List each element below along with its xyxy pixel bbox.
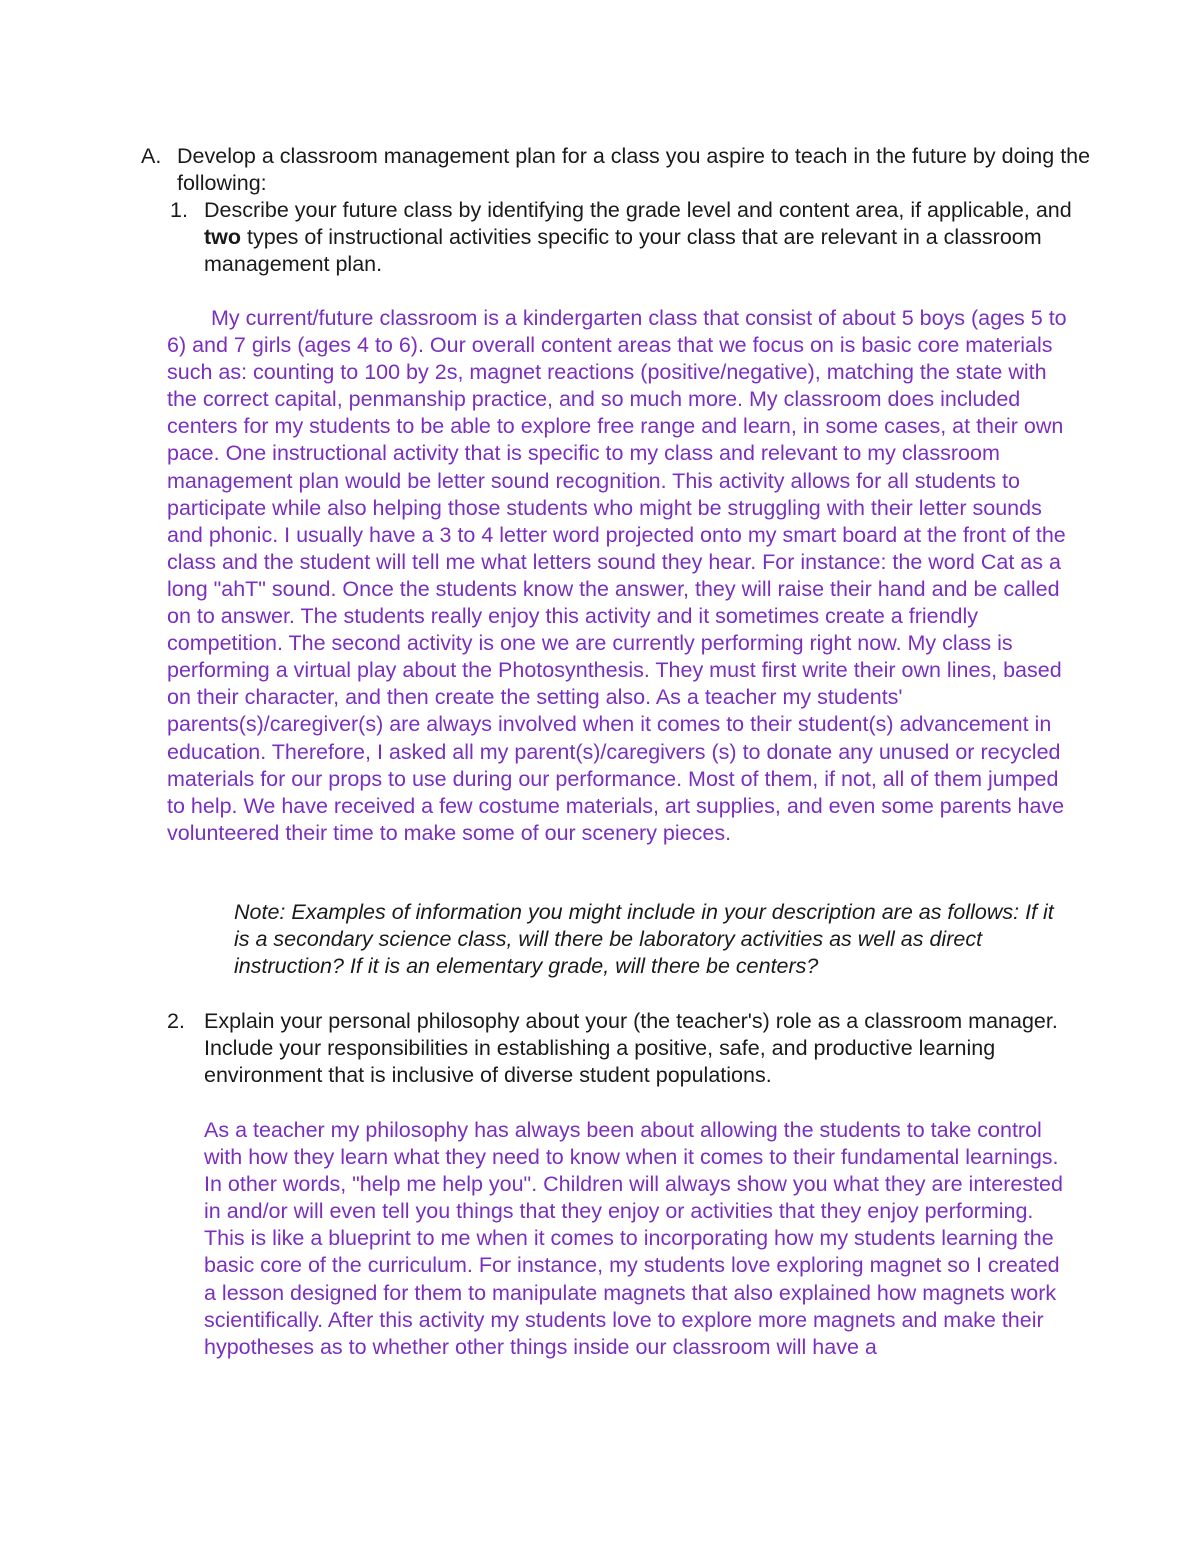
question-1 (170, 197, 1090, 278)
question-2 (167, 1008, 1087, 1089)
answer-1 (167, 305, 1072, 847)
question-1-marker: 1. (170, 198, 188, 222)
question-2-text: Explain your personal philosophy about your (the teacher's) role as a classroom manager. Include your responsibilities in establishing a positive, safe, and productive learning environment that is inclusive of diverse student populations. (204, 1009, 1058, 1088)
question-1-text-start: Describe your future class by identifying the grade level and content area, if applicable, and (204, 198, 1072, 222)
section-a-marker: A. (141, 144, 162, 168)
question-1-emphasis: two (204, 225, 242, 250)
answer-1-text: My current/future classroom is a kindergarten class that consist of about 5 boys (ages 5 to 6) and 7 girls (ages 4 to 6). Our overall content areas that we focus on is basic core materials such as: counting to 100 by 2s, magnet reactions (positive/negative), matching the state with the correct capital, penmanship practice, and so much more. My classroom does included centers for my students to be able to explore free range and learn, in some cases, at their own pace. One instructional activity that is specific to my class and relevant to my classroom management plan would be letter sound recognition. This activity allows for all students to participate while also helping those students who might be struggling with their letter sounds and phonic. I usually have a 3 to 4 letter word projected onto my smart board at the front of the class and the student will tell me what letters sound they hear. For instance: the word Cat as a long "ahT" sound. Once the students know the answer, they will raise their hand and be called on to answer. The students really enjoy this activity and it sometimes create a friendly competition. The second activity is one we are currently performing right now. My class is performing a virtual play about the Photosynthesis. They must first write their own lines, based on their character, and then create the setting also. As a teacher my students' parents(s)/caregiver(s) are always involved when it comes to their student(s) advancement in education. Therefore, I asked all my parent(s)/caregivers (s) to donate any unused or recycled materials for our props to use during our performance. Most of them, if not, all of them jumped to help. We have received a few costume materials, art supplies, and even some parents have volunteered their time to make some of our scenery pieces. (167, 306, 1067, 845)
question-1-text-end: types of instructional activities specific to your class that are relevant in a classroom management plan. (204, 225, 1042, 277)
answer-2: As a teacher my philosophy has always been about allowing the students to take control with how they learn what they need to know when it comes to their fundamental learnings. In other words, "help me help you". Children will always show you what they are interested in and/or will even tell you things that they enjoy or activities that they enjoy performing. This is like a blueprint to me when it comes to incorporating how my students learning the basic core of the curriculum. For instance, my students love exploring magnet so I created a lesson designed for them to manipulate magnets that also explained how magnets work scientifically. After this activity my students love to explore more magnets and make their hypotheses as to whether other things inside our classroom will have a (204, 1118, 1063, 1359)
note-text: Note: Examples of information you might include in your description are as follows: If it is a secondary science class, will there be laboratory activities as well as direct instruction? If it is an elementary grade, will there be centers? (234, 900, 1054, 979)
question-1-text (170, 197, 1090, 278)
section-a-text: Develop a classroom management plan for a class you aspire to teach in the future by doing the following: (177, 144, 1091, 196)
section-a-prompt (141, 143, 1101, 197)
question-2-marker: 2. (167, 1009, 185, 1033)
